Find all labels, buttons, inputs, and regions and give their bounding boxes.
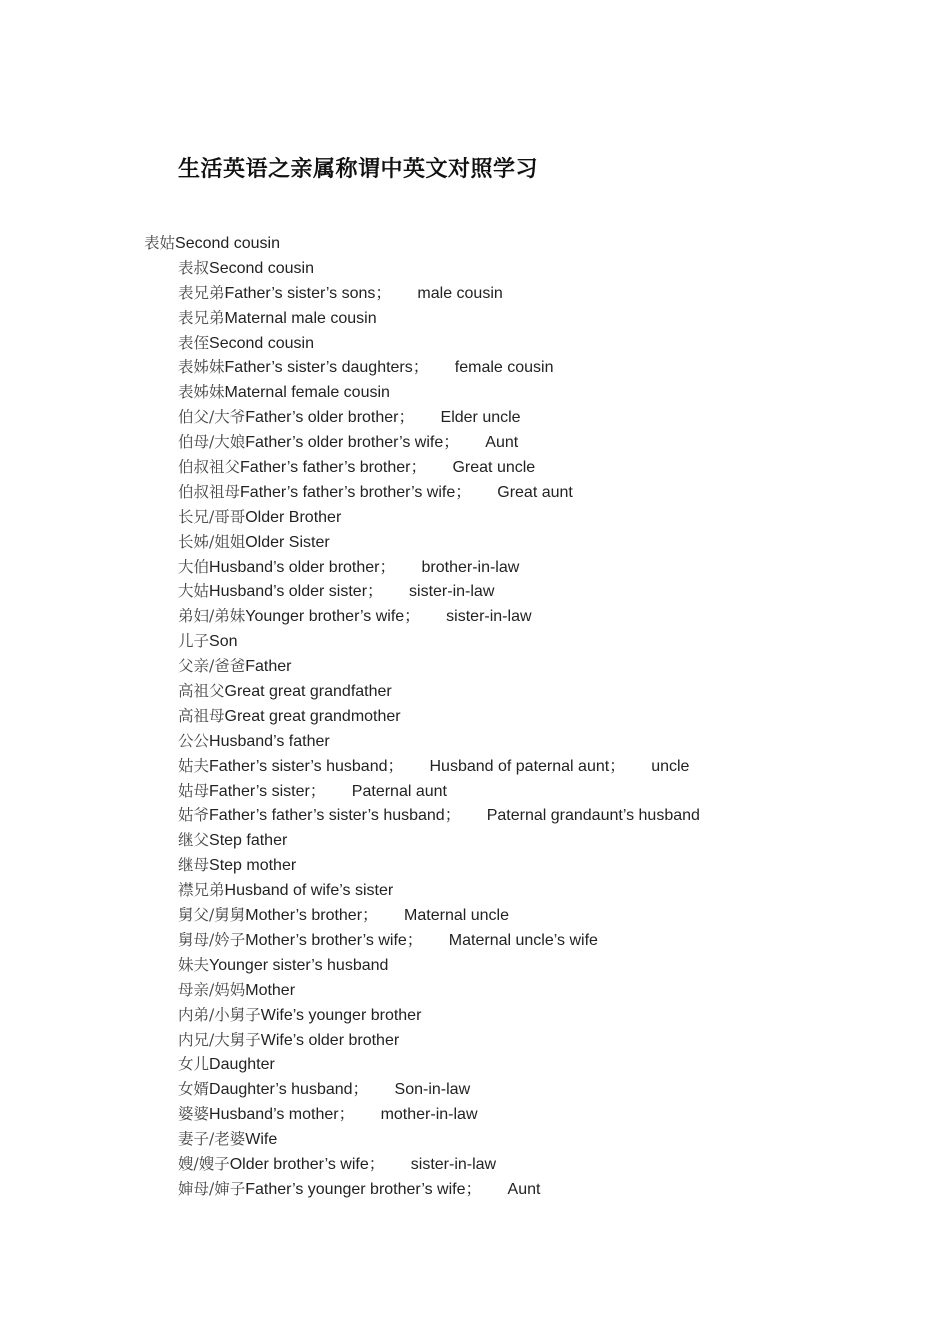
chinese-term: 母亲/妈妈 [178, 980, 246, 999]
chinese-term: 女儿 [178, 1055, 210, 1074]
list-item [178, 555, 918, 580]
english-term: Father’s father’s sister’s husband； [209, 807, 461, 825]
chinese-term: 表姊妹 [178, 358, 225, 377]
english-term: Husband’s older sister； [209, 583, 384, 601]
english-term: Son [209, 633, 238, 651]
english-term: Father’s sister’s husband； [209, 757, 404, 775]
english-term: Maternal male cousin [224, 309, 377, 327]
chinese-term: 父亲/爸爸 [178, 657, 246, 676]
english-term: Great great grandfather [224, 683, 392, 701]
chinese-term: 襟兄弟 [178, 881, 225, 900]
list-item [178, 828, 918, 853]
list-item [178, 779, 918, 804]
chinese-term: 公公 [178, 731, 210, 750]
english-term: Husband’s mother； [209, 1106, 355, 1124]
list-item [178, 853, 918, 878]
chinese-term: 儿子 [178, 632, 210, 651]
list-item [178, 604, 918, 629]
list-item [178, 679, 918, 704]
chinese-term: 舅父/舅舅 [178, 906, 246, 925]
english-term-alt: Great aunt [497, 483, 573, 501]
list-item [178, 430, 918, 455]
english-term: Husband’s father [209, 732, 330, 750]
english-term: Father’s sister’s sons； [224, 284, 392, 302]
chinese-term: 表兄弟 [178, 308, 225, 327]
english-term-alt: female cousin [454, 359, 554, 377]
list-item [178, 629, 918, 654]
list-item [178, 878, 918, 903]
english-term: Daughter [209, 1056, 275, 1074]
english-term: Father’s older brother； [245, 409, 415, 427]
english-term-alt: Son-in-law [394, 1081, 471, 1099]
english-term: Older Brother [245, 508, 342, 526]
english-term-alt: male cousin [417, 284, 503, 302]
chinese-term: 继母 [178, 856, 210, 875]
list-item [178, 380, 918, 405]
chinese-term: 长兄/哥哥 [178, 507, 246, 526]
chinese-term: 弟妇/弟妹 [178, 607, 246, 626]
chinese-term: 长姊/姐姐 [178, 532, 246, 551]
list-item [178, 654, 918, 679]
english-term: Great great grandmother [224, 707, 401, 725]
english-term: Father’s younger brother’s wife； [245, 1180, 482, 1198]
english-term: Step father [209, 832, 288, 850]
list-item [178, 530, 918, 555]
english-term-alt: sister-in-law [410, 1155, 497, 1173]
list-item [178, 704, 918, 729]
list-item [144, 231, 918, 256]
english-term-alt: Husband of paternal aunt； [429, 757, 626, 775]
list-item [178, 1028, 918, 1053]
english-term: Husband’s older brother； [209, 558, 396, 576]
english-term: Wife’s older brother [260, 1031, 400, 1049]
english-term: Father’s sister； [209, 782, 326, 800]
english-term: Mother’s brother； [245, 907, 379, 925]
english-term: Father [245, 658, 292, 676]
list-item [178, 256, 918, 281]
chinese-term: 表侄 [178, 333, 210, 352]
chinese-term: 嫂/嫂子 [178, 1154, 230, 1173]
chinese-term: 妻子/老婆 [178, 1130, 246, 1149]
list-item [178, 455, 918, 480]
english-term-alt: Paternal grandaunt’s husband [486, 807, 700, 825]
english-term-alt: sister-in-law [409, 583, 495, 601]
english-term-alt: Paternal aunt [351, 782, 447, 800]
english-term-alt: mother-in-law [380, 1106, 478, 1124]
english-term: Daughter’s husband； [209, 1081, 369, 1099]
english-term: Husband of wife’s sister [224, 882, 394, 900]
english-term: Wife [245, 1131, 278, 1149]
chinese-term: 大姑 [178, 582, 210, 601]
chinese-term: 姑夫 [178, 756, 210, 775]
english-term: Older Sister [245, 533, 330, 551]
chinese-term: 大伯 [178, 557, 210, 576]
english-term-alt: Maternal uncle [404, 907, 509, 925]
chinese-term: 女婿 [178, 1080, 210, 1099]
list-item [178, 405, 918, 430]
list-item [178, 281, 918, 306]
english-term-alt: Aunt [507, 1180, 541, 1198]
chinese-term: 伯父/大爷 [178, 408, 246, 427]
chinese-term: 姑爷 [178, 806, 210, 825]
chinese-term: 内兄/大舅子 [178, 1030, 261, 1049]
chinese-term: 姑母 [178, 781, 210, 800]
english-term: Father’s sister’s daughters； [224, 359, 429, 377]
english-term-alt: Great uncle [452, 459, 536, 477]
english-term-alt: Elder uncle [440, 409, 521, 427]
chinese-term: 伯叔祖母 [178, 482, 241, 501]
chinese-term: 表姊妹 [178, 383, 225, 402]
english-term: Father’s father’s brother’s wife； [240, 483, 472, 501]
english-term: Second cousin [209, 259, 314, 277]
chinese-term: 高祖母 [178, 706, 225, 725]
chinese-term: 继父 [178, 831, 210, 850]
chinese-term: 表叔 [178, 258, 210, 277]
list-item [178, 355, 918, 380]
chinese-term: 舅母/妗子 [178, 930, 246, 949]
english-term-alt: brother-in-law [421, 558, 520, 576]
chinese-term: 内弟/小舅子 [178, 1005, 261, 1024]
list-item [178, 903, 918, 928]
list-item [178, 1052, 918, 1077]
english-term: Second cousin [209, 334, 314, 352]
english-term: Step mother [209, 857, 297, 875]
entry-list [144, 231, 918, 1202]
chinese-term: 伯叔祖父 [178, 458, 241, 477]
chinese-term: 高祖父 [178, 682, 225, 701]
list-item [178, 803, 918, 828]
list-item [178, 579, 918, 604]
english-term-alt: sister-in-law [446, 608, 532, 626]
list-item [178, 953, 918, 978]
english-term-alt: Maternal uncle’s wife [448, 931, 598, 949]
chinese-term: 伯母/大娘 [178, 433, 246, 452]
list-item [178, 1077, 918, 1102]
list-item [178, 306, 918, 331]
english-term: Father’s older brother’s wife； [245, 434, 460, 452]
list-item [178, 480, 918, 505]
english-term: Older brother’s wife； [229, 1155, 385, 1173]
document-title: 生活英语之亲属称谓中英文对照学习 [178, 157, 539, 182]
list-item [178, 505, 918, 530]
chinese-term: 婆婆 [178, 1105, 210, 1124]
list-item [178, 754, 918, 779]
english-term: Younger sister’s husband [209, 956, 389, 974]
list-item [178, 1152, 918, 1177]
english-term: Wife’s younger brother [260, 1006, 422, 1024]
english-term: Father’s father’s brother； [240, 459, 427, 477]
english-term: Mother’s brother’s wife； [245, 931, 423, 949]
list-item [178, 1102, 918, 1127]
english-term: Mother [245, 981, 296, 999]
english-term-alt: Aunt [485, 434, 519, 452]
english-term: Maternal female cousin [224, 384, 390, 402]
list-item [178, 331, 918, 356]
list-item [178, 978, 918, 1003]
chinese-term: 婶母/婶子 [178, 1179, 246, 1198]
english-term: Second cousin [175, 235, 280, 252]
list-item [178, 1003, 918, 1028]
list-item [178, 729, 918, 754]
list-item [178, 1177, 918, 1202]
chinese-term: 妹夫 [178, 955, 210, 974]
chinese-term: 表姑 [144, 234, 176, 252]
english-term-alt-2: uncle [651, 757, 690, 775]
list-item [178, 928, 918, 953]
english-term: Younger brother’s wife； [245, 608, 421, 626]
list-item [178, 1127, 918, 1152]
chinese-term: 表兄弟 [178, 283, 225, 302]
